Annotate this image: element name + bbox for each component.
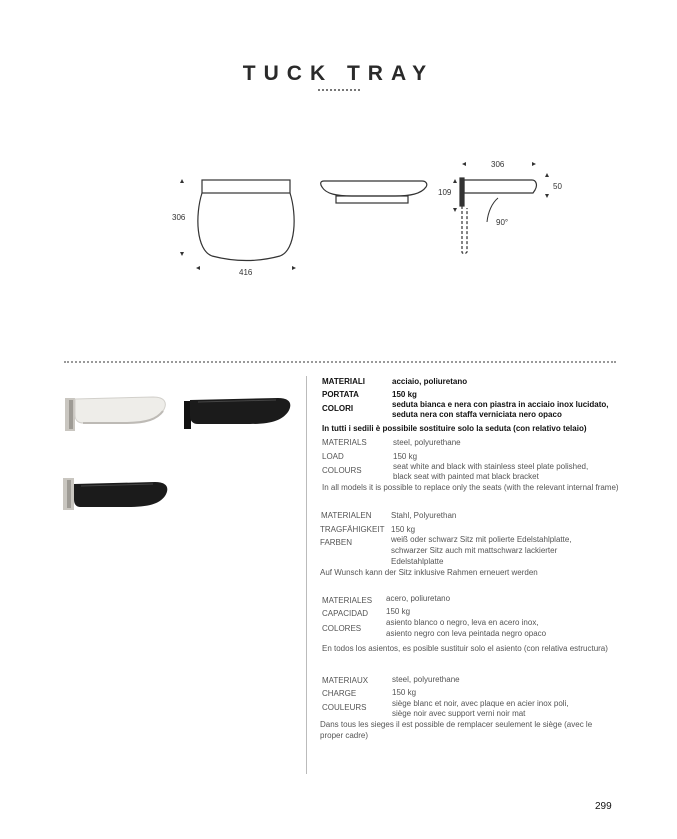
section-divider-dots xyxy=(64,361,616,363)
spec-value: 150 kg xyxy=(393,452,418,461)
product-image-white-seat xyxy=(55,385,180,445)
spec-label: COLORES xyxy=(322,624,362,633)
spec-value: seduta nera con staffa verniciata nero opaco xyxy=(392,410,562,419)
spec-value: siège noir avec support verni noir mat xyxy=(392,709,526,718)
technical-drawings xyxy=(0,0,677,300)
dimension-arrows xyxy=(180,162,549,270)
page-number: 299 xyxy=(595,801,612,812)
spec-value: steel, polyurethane xyxy=(392,675,460,684)
spec-label: CAPACIDAD xyxy=(322,609,369,618)
spec-note: Auf Wunsch kann der Sitz inklusive Rahmen erneuert werden xyxy=(320,568,538,577)
page-title: TUCK TRAY xyxy=(242,62,435,85)
dimension-front-width: 416 xyxy=(239,268,253,277)
spec-label: CHARGE xyxy=(322,689,357,698)
spec-value: 150 kg xyxy=(386,607,411,616)
dimension-front-height: 306 xyxy=(172,213,186,222)
spec-label: MATERIALEN xyxy=(321,511,372,520)
spec-note: In tutti i sedili è possibile sostituire solo la seduta (con relativo telaio) xyxy=(322,424,587,433)
spec-note: Dans tous les sieges il est possible de remplacer seulement le siège (avec le xyxy=(320,720,593,729)
spec-value: steel, polyurethane xyxy=(393,438,461,447)
spec-value: asiento negro con leva peintada negro opaco xyxy=(386,629,547,638)
spec-label: COLOURS xyxy=(322,466,362,475)
spec-block-fr xyxy=(320,674,620,741)
spec-label: PORTATA xyxy=(322,390,359,399)
dimension-side-height: 109 xyxy=(438,188,452,197)
column-divider xyxy=(306,376,307,774)
spec-note: En todos los asientos, es posible sustituir solo el asiento (con relativa estructura) xyxy=(322,644,608,653)
spec-label: MATERIALI xyxy=(322,377,365,386)
spec-value: seduta bianca e nera con piastra in acciaio inox lucidato, xyxy=(392,400,609,409)
product-image-black-seat xyxy=(178,388,300,438)
spec-note: In all models it is possible to replace only the seats (with the relevant internal frame) xyxy=(322,483,619,492)
spec-value: schwarzer Sitz auch mit mattschwarz lackierter xyxy=(391,546,558,555)
spec-value: 150 kg xyxy=(392,688,417,697)
spec-label: MATERIALES xyxy=(322,596,373,605)
spec-label: COULEURS xyxy=(322,703,367,712)
spec-value: seat white and black with stainless steel plate polished, xyxy=(393,462,589,471)
spec-block-de xyxy=(320,510,620,578)
dimension-side-thickness: 50 xyxy=(553,182,562,191)
spec-block-en xyxy=(322,437,622,493)
spec-note: proper cadre) xyxy=(320,731,369,740)
spec-label: MATERIAUX xyxy=(322,676,369,685)
spec-value: 150 kg xyxy=(392,390,417,399)
spec-label: LOAD xyxy=(322,452,344,461)
spec-value: acciaio, poliuretano xyxy=(392,377,468,386)
spec-label: FARBEN xyxy=(320,538,353,547)
front-view-drawing xyxy=(198,180,294,261)
side-view-drawing xyxy=(460,178,536,254)
spec-value: asiento blanco o negro, leva en acero inox, xyxy=(386,618,539,627)
dimension-fold-angle: 90° xyxy=(496,218,509,227)
spec-block-it xyxy=(322,376,622,434)
spec-value: weiß oder schwarz Sitz mit polierte Edelstahlplatte, xyxy=(391,535,572,544)
product-image-black-seat-steel-plate xyxy=(55,470,180,520)
spec-value: Edelstahlplatte xyxy=(391,557,444,566)
spec-value: acero, poliuretano xyxy=(386,594,451,603)
spec-value: 150 kg xyxy=(391,525,416,534)
dimension-side-depth: 306 xyxy=(491,160,505,169)
spec-label: MATERIALS xyxy=(322,438,367,447)
top-view-drawing xyxy=(321,181,427,203)
spec-value: siège blanc et noir, avec plaque en acier inox poli, xyxy=(392,699,569,708)
spec-block-es xyxy=(322,594,622,654)
spec-value: Stahl, Polyurethan xyxy=(391,511,457,520)
spec-label: COLORI xyxy=(322,404,354,413)
spec-label: TRAGFÄHIGKEIT xyxy=(320,525,385,534)
spec-value: black seat with painted mat black bracket xyxy=(393,472,539,481)
